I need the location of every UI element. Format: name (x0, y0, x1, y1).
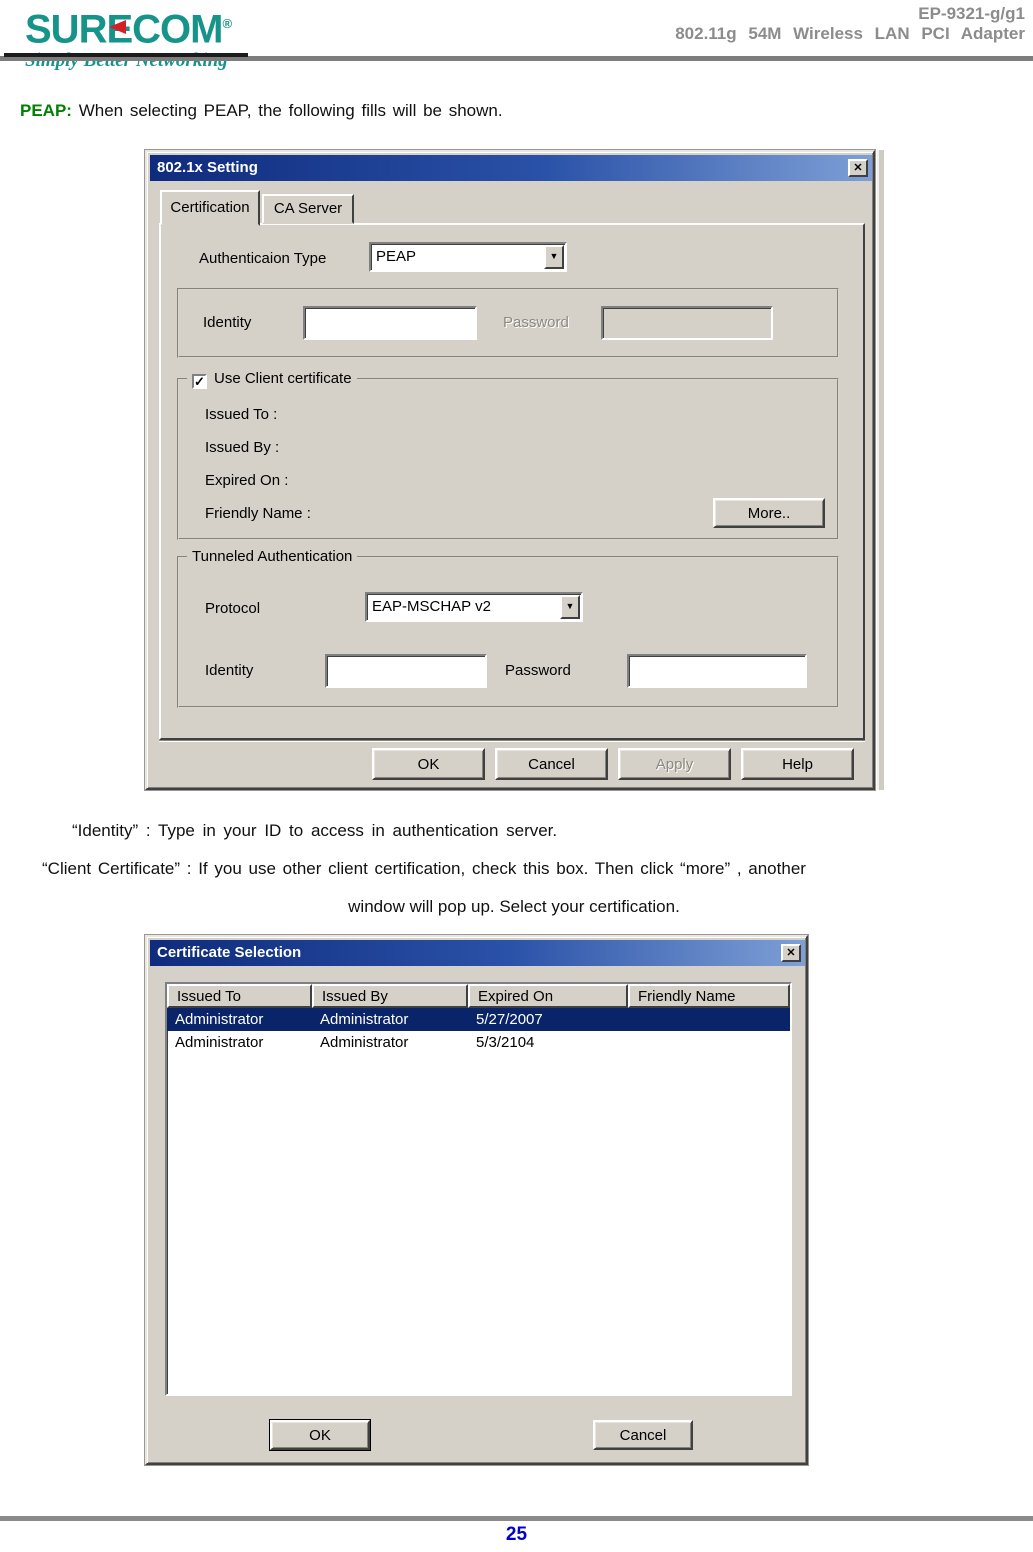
identity-note: “Identity” : Type in your ID to access in authentication server. (72, 821, 558, 840)
protocol-label: Protocol (205, 600, 261, 617)
dialog1-titlebar[interactable] (150, 155, 872, 181)
dialog-certificate-selection (145, 935, 808, 1465)
client-certificate-note-cont: window will pop up. Select your certification. (348, 897, 680, 916)
ok-button[interactable]: OK (270, 1420, 370, 1450)
cell (628, 1008, 790, 1031)
ok-button[interactable]: OK (372, 748, 485, 780)
client-certificate-legend (187, 370, 357, 387)
identity-group (177, 288, 839, 358)
tunnel-password-input[interactable] (627, 654, 807, 688)
button-row-divider (159, 740, 865, 742)
close-icon[interactable]: ✕ (848, 159, 868, 177)
auth-type-label: Authenticaion Type (199, 250, 327, 267)
cell: Administrator (175, 1034, 264, 1051)
column-header-issued-by[interactable]: Issued By (312, 984, 468, 1008)
more-button[interactable]: More.. (713, 498, 825, 528)
column-header-issued-to[interactable]: Issued To (167, 984, 312, 1008)
certificate-list-body (167, 1008, 790, 1054)
tunnel-password-label: Password (505, 662, 571, 679)
header-rule-accent (4, 53, 248, 57)
certificate-listview[interactable] (165, 982, 792, 1396)
registered-mark: ® (222, 16, 232, 31)
surecom-logo (25, 4, 231, 72)
cancel-button[interactable]: Cancel (495, 748, 608, 780)
surecom-logo-text (25, 4, 232, 52)
page-number: 25 (505, 1524, 528, 1545)
model-number: EP-9321-g/g1 (918, 4, 1025, 23)
issued-by-label: Issued By : (205, 439, 280, 456)
cell: 5/27/2007 (476, 1011, 543, 1028)
client-certificate-group (177, 370, 839, 540)
protocol-dropdown[interactable] (365, 592, 583, 622)
certificate-row[interactable] (167, 1031, 790, 1054)
auth-type-value: PEAP (376, 248, 417, 265)
help-button[interactable]: Help (741, 748, 854, 780)
dialog-8021x-setting (145, 150, 875, 790)
logo-red-arrow-icon (109, 20, 126, 34)
document-header (675, 4, 1025, 44)
certificate-row[interactable] (167, 1008, 790, 1031)
dialog1-title: 802.1x Setting (157, 159, 258, 176)
tunneled-authentication-group (177, 548, 839, 708)
identity-input[interactable] (303, 306, 477, 340)
tunneled-authentication-legend: Tunneled Authentication (187, 548, 357, 565)
intro-text: When selecting PEAP, the following fills will be shown. (71, 101, 503, 120)
notes-paragraph (42, 812, 986, 926)
brand-name: SURECOM (25, 7, 223, 52)
protocol-value: EAP-MSCHAP v2 (372, 598, 491, 615)
tab-ca-server[interactable]: CA Server (262, 194, 354, 224)
use-client-certificate-checkbox[interactable]: ✓ (192, 374, 207, 389)
close-icon[interactable]: ✕ (781, 944, 801, 962)
background-window-sliver (877, 150, 884, 790)
apply-button[interactable]: Apply (618, 748, 731, 780)
expired-on-label: Expired On : (205, 472, 289, 489)
peap-keyword: PEAP: (20, 101, 72, 120)
chevron-down-icon[interactable]: ▼ (544, 245, 564, 269)
dialog1-tabs (160, 190, 860, 224)
footer-rule (0, 1516, 1033, 1521)
password-input (601, 306, 773, 340)
auth-type-dropdown[interactable] (369, 242, 567, 272)
password-label: Password (503, 314, 569, 331)
intro-paragraph (20, 101, 503, 121)
cell (628, 1031, 790, 1054)
chevron-down-icon[interactable]: ▼ (560, 595, 580, 619)
cell: 5/3/2104 (476, 1034, 535, 1051)
cell: Administrator (320, 1011, 409, 1028)
issued-to-label: Issued To : (205, 406, 278, 423)
cell: Administrator (320, 1034, 409, 1051)
cell: Administrator (175, 1011, 264, 1028)
dialog2-titlebar[interactable] (150, 940, 805, 966)
tab-certification[interactable]: Certification (160, 190, 260, 226)
friendly-name-label: Friendly Name : (205, 505, 311, 522)
identity-label: Identity (203, 314, 252, 331)
tunnel-identity-input[interactable] (325, 654, 487, 688)
product-name: 802.11g 54M Wireless LAN PCI Adapter (675, 24, 1025, 43)
use-client-certificate-label: Use Client certificate (214, 370, 352, 387)
client-certificate-note: “Client Certificate” : If you use other client certification, check this box. Then click “more” , another (42, 859, 806, 878)
column-header-expired-on[interactable]: Expired On (468, 984, 628, 1008)
certificate-list-header (167, 984, 790, 1008)
cancel-button[interactable]: Cancel (593, 1420, 693, 1450)
dialog2-title: Certificate Selection (157, 944, 302, 961)
tunnel-identity-label: Identity (205, 662, 254, 679)
column-header-friendly-name[interactable]: Friendly Name (628, 984, 790, 1008)
